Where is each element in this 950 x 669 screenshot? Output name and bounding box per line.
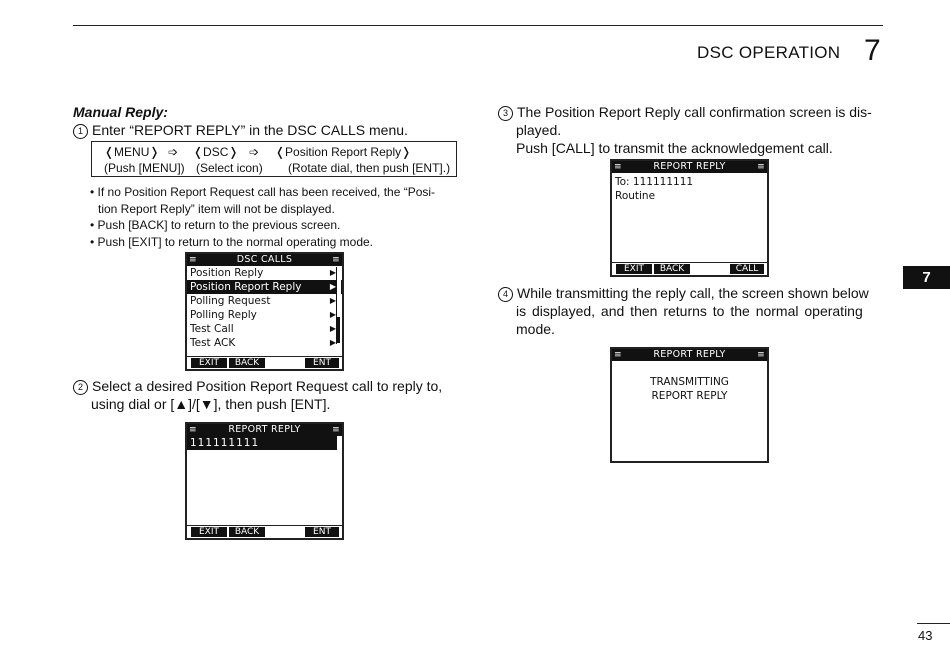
lcd-title-bar	[187, 254, 342, 266]
softkey-back: BACK	[654, 264, 690, 274]
arrow-icon: ➩	[249, 145, 260, 159]
lcd-call-item-selected: 111111111	[187, 436, 337, 450]
step-4	[498, 284, 884, 338]
lcd-title-bar	[612, 161, 767, 173]
softkey-exit: EXIT	[191, 358, 227, 368]
menu-path-dsc: ❬DSC❭	[193, 145, 239, 159]
menu-path-position-report-reply: ❬Position Report Reply❭	[275, 145, 412, 159]
step-1	[73, 121, 408, 139]
arrow-icon: ➩	[168, 145, 179, 159]
lcd-scrollbar-thumb	[337, 317, 340, 343]
chevron-right-icon: ▶	[329, 324, 336, 333]
note-line: tion Report Reply” item will not be displayed.	[98, 201, 335, 216]
lcd-menu-item: Test ACK ▶	[190, 337, 336, 349]
scroll-icon: ≡	[757, 350, 765, 360]
lcd-title: REPORT REPLY	[653, 161, 726, 172]
chapter-number: 7	[864, 34, 881, 67]
step-3-line-2: played.	[516, 122, 562, 138]
lcd-menu-item: Position Reply ▶	[190, 267, 336, 279]
scroll-icon: ≡	[757, 162, 765, 172]
note-line: • If no Position Report Request call has been received, the “Posi-	[90, 185, 436, 199]
section-title: DSC OPERATION	[697, 43, 841, 62]
lcd-title: REPORT REPLY	[228, 424, 301, 435]
step-3-line-1: The Position Report Reply call confirmation screen is dis-	[517, 104, 872, 120]
chapter-side-tab	[903, 266, 950, 289]
menu-path-sub-select-icon: (Select icon)	[196, 161, 263, 175]
page-number: 43	[918, 628, 933, 643]
lcd-body	[612, 375, 767, 403]
lcd-body	[612, 173, 767, 205]
lcd-softkey-bar	[612, 262, 767, 275]
notes-list	[90, 184, 460, 250]
lcd-softkey-bar	[187, 356, 342, 369]
menu-path-sub-push-menu: (Push [MENU])	[104, 161, 185, 175]
menu-path-box	[91, 141, 457, 177]
chevron-right-icon: ▶	[329, 296, 336, 305]
lcd-scrollbar	[336, 267, 341, 344]
lcd-title-bar	[187, 424, 342, 436]
menu-path-menu: ❬MENU❭	[104, 145, 160, 159]
scroll-icon: ≡	[332, 425, 340, 435]
lcd-softkey-bar	[187, 525, 342, 538]
lcd-transmitting-screen	[610, 347, 769, 463]
step-3-number: 3	[498, 106, 513, 121]
step-4-line-1: While transmitting the reply call, the screen shown below	[517, 285, 869, 301]
chevron-right-icon: ▶	[329, 338, 336, 347]
softkey-exit: EXIT	[191, 527, 227, 537]
step-1-text: Enter “REPORT REPLY” in the DSC CALLS menu.	[92, 122, 408, 138]
lcd-menu-item: Test Call ▶	[190, 323, 336, 335]
lcd-report-reply-confirm-screen	[610, 159, 769, 277]
step-3	[498, 103, 888, 157]
lcd-title: REPORT REPLY	[653, 349, 726, 360]
step-2	[73, 377, 463, 413]
scroll-icon: ≡	[614, 350, 622, 360]
scroll-icon: ≡	[189, 255, 197, 265]
softkey-call: CALL	[730, 264, 764, 274]
lcd-menu-item: Polling Request ▶	[190, 295, 336, 307]
lcd-menu-item-selected: Position Report Reply ▶	[187, 280, 342, 294]
note-line: • Push [BACK] to return to the previous screen.	[90, 218, 341, 232]
scroll-icon: ≡	[614, 162, 622, 172]
chevron-right-icon: ▶	[329, 282, 336, 291]
step-4-line-3: mode.	[516, 321, 555, 337]
step-1-number: 1	[73, 124, 88, 139]
chevron-right-icon: ▶	[329, 310, 336, 319]
scroll-icon: ≡	[332, 255, 340, 265]
softkey-ent: ENT	[305, 527, 339, 537]
softkey-ent: ENT	[305, 358, 339, 368]
lcd-to-id: To: 111111111	[615, 176, 694, 188]
lcd-menu-item: Polling Reply ▶	[190, 309, 336, 321]
softkey-exit: EXIT	[616, 264, 652, 274]
menu-path-sub-rotate-dial: (Rotate dial, then push [ENT].)	[288, 161, 451, 175]
step-2-line-2: using dial or [▲]/[▼], then push [ENT].	[91, 396, 331, 412]
manual-reply-heading: Manual Reply:	[73, 104, 168, 120]
step-4-number: 4	[498, 287, 513, 302]
step-3-line-3: Push [CALL] to transmit the acknowledgement call.	[516, 140, 833, 156]
lcd-report-reply-list-screen	[185, 422, 344, 540]
lcd-title-bar	[612, 349, 767, 361]
footer-rule	[917, 623, 950, 624]
scroll-icon: ≡	[189, 425, 197, 435]
chapter-side-tab-label: 7	[922, 269, 931, 286]
step-2-line-1: Select a desired Position Report Request call to reply to,	[92, 378, 443, 394]
chevron-right-icon: ▶	[329, 268, 336, 277]
step-2-number: 2	[73, 380, 88, 395]
lcd-status-line-1: TRANSMITTING	[650, 376, 729, 388]
softkey-back: BACK	[229, 358, 265, 368]
top-rule	[73, 25, 883, 26]
lcd-title: DSC CALLS	[236, 254, 293, 265]
note-line: • Push [EXIT] to return to the normal operating mode.	[90, 234, 374, 249]
step-4-line-2: is displayed, and then returns to the normal operating	[516, 303, 863, 319]
lcd-status-line-2: REPORT REPLY	[651, 390, 728, 402]
softkey-back: BACK	[229, 527, 265, 537]
lcd-dsc-calls-screen	[185, 252, 344, 371]
lcd-category: Routine	[615, 190, 656, 202]
